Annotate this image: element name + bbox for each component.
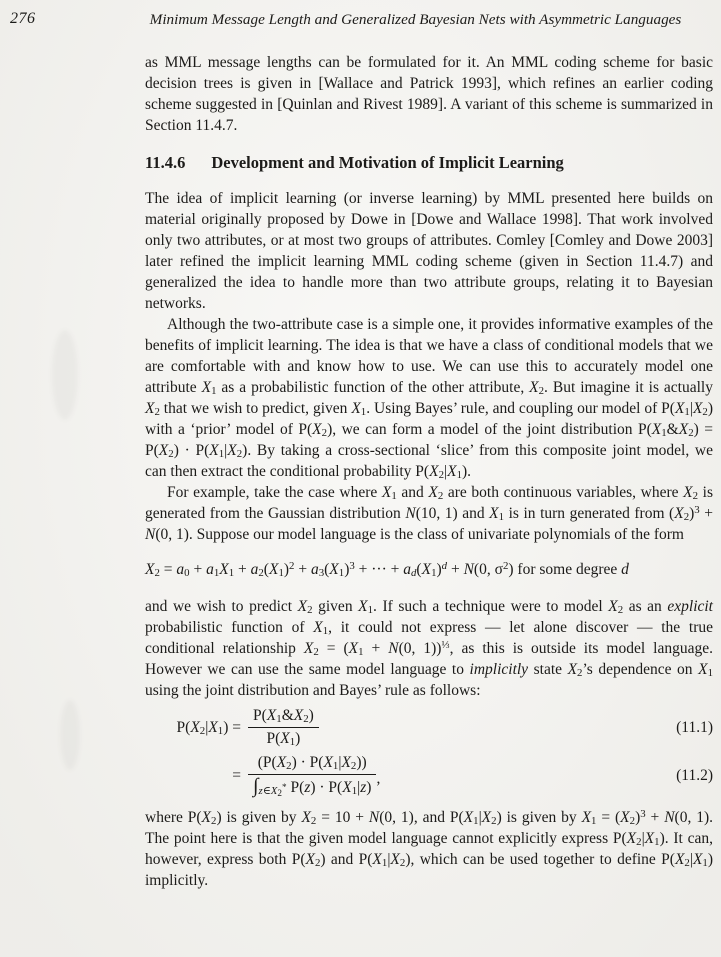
equation-lhs: = — [232, 766, 241, 784]
paragraph-continuation: as MML message lengths can be formulated for it. An MML coding scheme for basic decision trees is given in [Wallace and Patrick 1993], which refines an earlier coding scheme suggested in [Quinlan and Rivest 1989]. A variant of this scheme is summarized in Section 11.4.7. — [145, 54, 713, 134]
paragraph-predict: and we wish to predict $X_2$ given $X_1$. If such a technique were to model $X_2$ as an explicit probabilistic function of $X_1$, it could not express — let alone discover — the true conditional relationship $X_2 = (X_1 + N(0$, 1))$^{\frac{1}{3}}$, as this is outside its model language. However we can use the same model language to implicitly state $X_2’s$ dependence on $X_1$ using the joint distribution and Bayes’ rule as follows: — [145, 598, 713, 699]
body-text-block — [145, 52, 713, 891]
running-title: Minimum Message Length and Generalized Bayesian Nets with Asymmetric Languages — [149, 11, 682, 28]
equation-number: (11.2) — [676, 766, 713, 784]
section-heading — [145, 152, 713, 174]
section-number: 11.4.6 — [145, 153, 186, 172]
page-number: 276 — [10, 10, 36, 27]
equation-fraction — [248, 753, 376, 798]
equation-lhs: $P(X_2|X_1)$ = — [176, 718, 241, 737]
paragraph-development: The idea of implicit learning (or inverse learning) by MML presented here builds on material originally proposed by Dowe in [Dowe and Wallace 1998]. That work involved only two attributes, or at most two groups of attributes. Comley [Comley and Dowe 2003] later refined the implicit learning MML coding scheme (given in Section 11.4.7) and generalized the idea to handle more than two attribute groups, relating it to Bayesian networks. — [145, 190, 713, 312]
fraction-denominator: $\int_{z\in X_2^*}$ $P(z) \cdot P(X_1|z)$ — [248, 774, 376, 798]
fraction-numerator: $P(X_1\&X_2)$ — [253, 706, 314, 725]
inline-polynomial-equation: $X_2 = a_0 + a_1X_1 + a_2(X_1)^2 + a_3(X_1)^3$ + ··· + $a_d(X_1)^d + N(0$, $\sigma^2$) for some degree d — [145, 560, 629, 580]
equation-11-1 — [145, 705, 713, 749]
equation-fraction — [248, 706, 319, 749]
paragraph-two-attribute: Although the two-attribute case is a simple one, it provides informative examples of the benefits of implicit learning. The idea is that we have a class of conditional models that we are comfortable with and know how to use. We can use this to accurately model one attribute $X_1$ as a probabilistic function of the other attribute, $X_2$. But imagine it is actually $X_2$ that we wish to predict, given $X_1$. Using Bayes’ rule, and coupling our model of $P(X_1|X_2)$ with a ‘prior’ model of $P(X_2)$, we can form a model of the joint distribution $P(X_1\&X_2) = P(X_2) \cdot P(X_1|X_2)$. By taking a cross-sectional ‘slice’ from this composite joint model, we can then extract the conditional probability $P(X_2|X_1)$. — [145, 316, 714, 482]
equation-11-2 — [145, 751, 713, 799]
section-title: Development and Motivation of Implicit Learning — [211, 153, 564, 172]
equation-number: (11.1) — [676, 718, 713, 736]
equation-trailing-comma: , — [376, 770, 381, 787]
paragraph-example: For example, take the case where $X_1$ and $X_2$ are both continuous variables, where $X_2$ is generated from the Gaussian distribution N(10, 1) and $X_1$ is in turn generated from $(X_2)^3 + N(0$, 1). Suppose our model language is the class of univariate polynomials of the form — [145, 484, 713, 543]
fraction-denominator: $P(X_1)$ — [248, 727, 319, 749]
paragraph-closing: where $P(X_2)$ is given by $X_2 = 10 + N(0$, 1), and $P(X_1|X_2)$ is given by $X_1 = (X_2)^3 + N(0$, 1). The point here is that the given model language cannot explicitly express $P(X_2|X_1)$. It can, however, express both $P(X_2)$ and $P(X_1|X_2)$, which can be used together to define $P(X_2|X_1)$ implicitly. — [145, 808, 713, 889]
scan-artifact — [52, 330, 78, 420]
fraction-numerator: $(P(X_2) \cdot P(X_1|X_2))$ — [257, 753, 367, 772]
display-equations — [145, 705, 713, 799]
scan-artifact — [60, 700, 80, 770]
